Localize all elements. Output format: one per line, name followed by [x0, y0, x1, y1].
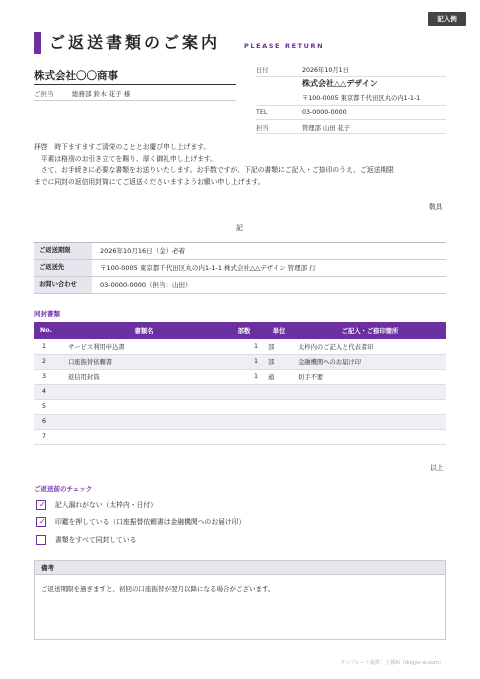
- sender-tel-label: TEL: [256, 109, 268, 116]
- cell-no: 4: [34, 384, 64, 399]
- checklist-item-label: 書類をすべて同封している: [55, 536, 137, 544]
- footer-credit: テンプレート提供：土鷲AI（dogyu-ai.com）: [340, 660, 444, 666]
- letter-line: 平素は格別のお引き立てを賜り、厚く御礼申し上げます。: [34, 154, 217, 163]
- title-accent-bar: [34, 32, 41, 54]
- cell-qty: 1: [224, 339, 264, 354]
- checklist-title: ご返送前のチェック: [34, 485, 93, 493]
- table-row: [34, 384, 446, 399]
- sender-date-value: 2026年10月1日: [302, 67, 349, 74]
- cell-note: 太枠内のご記入と代表者印: [294, 339, 446, 354]
- cell-no: 3: [34, 369, 64, 384]
- sender-tel-row: [256, 107, 446, 120]
- summary-label: お問い合わせ: [34, 277, 92, 293]
- letter-line: 拝啓 時下ますますご清栄のこととお慶び申し上げます。: [34, 143, 211, 151]
- letter-line: さて、お手続きに必要な書類をお送りいたします。お手数ですが、下記の書類にご記入・ご捺印のうえ、ご返送期限: [34, 166, 394, 174]
- cell-no: 6: [34, 414, 64, 429]
- letter-line: までに同封の返信用封筒にてご返送くださいますようお願い申し上げます。: [34, 177, 265, 186]
- cell-no: 7: [34, 429, 64, 444]
- ki-heading: 記: [236, 224, 243, 232]
- cell-unit: [264, 414, 294, 429]
- table-row: [34, 399, 446, 414]
- cell-unit: 部: [264, 339, 294, 354]
- sample-badge: 記入例: [428, 12, 466, 26]
- memo-box: [34, 560, 446, 640]
- col-header-name: 書類名: [64, 322, 224, 339]
- checkbox[interactable]: [36, 500, 46, 510]
- sender-date-label: 日付: [256, 67, 269, 74]
- summary-row: [34, 277, 446, 294]
- col-header-note: ご記入・ご捺印箇所: [294, 322, 446, 339]
- cell-note: 切手不要: [294, 369, 446, 384]
- table-row: [34, 414, 446, 429]
- memo-text: ご返送期限を過ぎますと、初回の口座振替が翌月以降になる場合がございます。: [41, 585, 275, 593]
- cell-note: 金融機関へのお届け印: [294, 354, 446, 369]
- cell-no: 2: [34, 354, 64, 369]
- checklist-item-label: 記入漏れがない（太枠内・日付）: [55, 501, 157, 509]
- memo-title: 備考: [35, 561, 445, 575]
- sender-tel-value: 03-0000-0000: [302, 109, 347, 116]
- cell-unit: 通: [264, 369, 294, 384]
- recipient-underline: [34, 84, 236, 85]
- cell-no: 5: [34, 399, 64, 414]
- sender-date-row: [256, 65, 446, 77]
- recipient-contact-label: ご担当: [34, 90, 54, 98]
- cell-qty: [224, 414, 264, 429]
- cell-unit: [264, 429, 294, 444]
- end-mark: 以上: [430, 464, 444, 472]
- checkbox[interactable]: [36, 517, 46, 527]
- cell-unit: 部: [264, 354, 294, 369]
- cell-name: [64, 384, 224, 399]
- cell-qty: [224, 429, 264, 444]
- cell-unit: [264, 384, 294, 399]
- sender-address: 〒100-0005 東京都千代田区丸の内1-1-1: [302, 95, 421, 102]
- page-title: ご返送書類のご案内: [49, 33, 221, 52]
- sender-person-value: 管理部 山田 花子: [302, 125, 351, 132]
- summary-value: 2026年10月16日（金）必着: [100, 247, 186, 255]
- cell-name: 返信用封筒: [64, 369, 224, 384]
- check-icon: ✓: [39, 517, 46, 526]
- summary-row: [34, 243, 446, 260]
- sender-person-row: [256, 121, 446, 134]
- cell-name: サービス利用申込書: [64, 339, 224, 354]
- recipient-contact-value: 総務部 鈴木 花子 様: [72, 90, 131, 98]
- table-row: [34, 339, 446, 354]
- summary-label: ご返送先: [34, 260, 92, 276]
- sender-company: 株式会社△△デザイン: [302, 79, 378, 88]
- summary-row: [34, 260, 446, 277]
- summary-value: 03-0000-0000（担当：山田）: [100, 281, 192, 289]
- table-row: [34, 369, 446, 384]
- summary-value: 〒100-0005 東京都千代田区丸の内1-1-1 株式会社△△デザイン 管理部 行: [100, 264, 316, 272]
- items-table: [34, 322, 446, 445]
- sender-person-label: 担当: [256, 125, 269, 132]
- cell-note: [294, 414, 446, 429]
- col-header-unit: 単位: [264, 322, 294, 339]
- cell-note: [294, 399, 446, 414]
- col-header-no: No.: [34, 322, 64, 339]
- cell-note: [294, 429, 446, 444]
- sender-company-row: [256, 78, 446, 106]
- cell-note: [294, 384, 446, 399]
- cell-qty: [224, 399, 264, 414]
- summary-label: ご返送期限: [34, 243, 92, 259]
- recipient-contact-underline: [34, 100, 236, 101]
- cell-name: [64, 414, 224, 429]
- cell-name: [64, 399, 224, 414]
- checkbox[interactable]: [36, 535, 46, 545]
- cell-name: [64, 429, 224, 444]
- page-title-en: PLEASE RETURN: [244, 42, 325, 50]
- items-header-row: [34, 322, 446, 339]
- letter-closing: 敬具: [429, 203, 443, 211]
- check-icon: ✓: [39, 500, 46, 509]
- cell-unit: [264, 399, 294, 414]
- cell-qty: 1: [224, 369, 264, 384]
- table-row: [34, 429, 446, 444]
- table-row: [34, 354, 446, 369]
- cell-no: 1: [34, 339, 64, 354]
- checklist-item-label: 印鑑を押している（口座振替依頼書は金融機関へのお届け印）: [55, 518, 246, 526]
- summary-table: [34, 242, 446, 294]
- items-section-title: 同封書類: [34, 310, 60, 318]
- cell-name: 口座振替依頼書: [64, 354, 224, 369]
- letter-body: [34, 142, 446, 188]
- recipient-company: 株式会社〇〇商事: [34, 70, 118, 82]
- cell-qty: [224, 384, 264, 399]
- col-header-qty: 部数: [224, 322, 264, 339]
- cell-qty: 1: [224, 354, 264, 369]
